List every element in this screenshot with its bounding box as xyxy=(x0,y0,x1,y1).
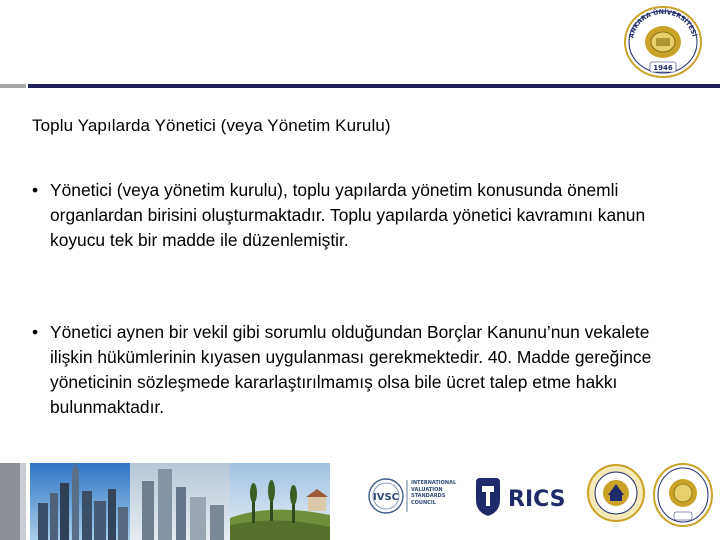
rics-mark-text: RICS xyxy=(508,487,566,512)
rics-logo xyxy=(470,470,580,522)
ivsc-name-text: INTERNATIONAL VALUATION STANDARDS COUNCIL xyxy=(411,480,457,506)
university-seal-small-icon xyxy=(652,462,714,528)
bullet-text: Yönetici (veya yönetim kurulu), toplu yapılarda yönetim konusunda önemli organlardan birisini oluşturmaktadır. Toplu yapılarda yönetici kavramını kanun koyucu tek bir madde ile düzenlemiştir. xyxy=(50,180,646,250)
bullet-marker: • xyxy=(32,180,39,200)
ivsc-logo xyxy=(366,470,462,522)
seal-ring-text: ANKARA ÜNİVERSİTESİ xyxy=(627,7,699,39)
seal-year: 1946 xyxy=(653,64,673,72)
city-skyline-image xyxy=(30,463,330,540)
header-rule-gray xyxy=(0,84,26,88)
ivsc-mark-text: IVSC xyxy=(372,492,400,503)
university-seal-logo xyxy=(622,4,704,80)
footer-gray-block xyxy=(0,463,20,540)
footer-light-gray-block xyxy=(20,463,26,540)
header-rule-navy xyxy=(28,84,720,88)
slide-title: Toplu Yapılarda Yönetici (veya Yönetim Kurulu) xyxy=(32,116,391,135)
bullet-item-2 xyxy=(32,320,692,420)
bullet-text: Yönetici aynen bir vekil gibi sorumlu olduğundan Borçlar Kanunu’nun vekalete ilişkin hükümlerinin kıyasen uygulanması gerekmektedir. 40. Madde gereğince yöneticinin sözleşmede kararlaştırılmamış olsa bile ücret talep etme hakkı bulunmaktadır. xyxy=(50,322,652,417)
bullet-item-1 xyxy=(32,178,692,253)
partner-seal-icon xyxy=(586,462,646,524)
rics-emblem-icon xyxy=(476,478,500,516)
bullet-marker: • xyxy=(32,322,39,342)
